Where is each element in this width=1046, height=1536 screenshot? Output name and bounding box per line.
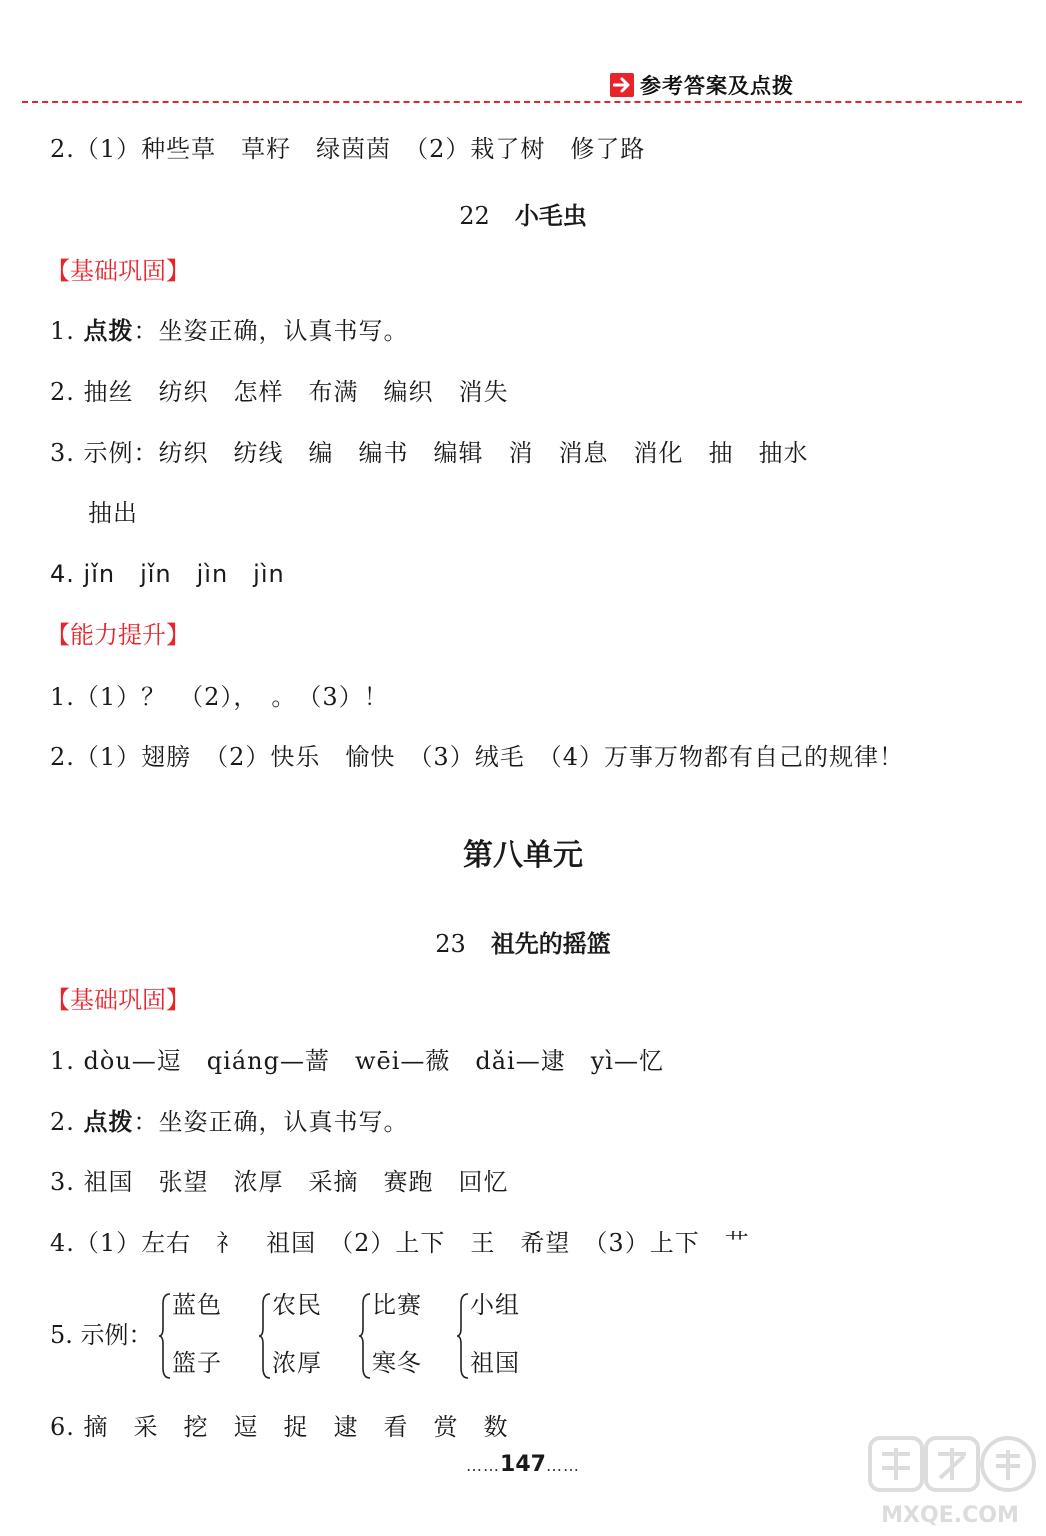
hint-text: ：坐姿正确，认真书写。 <box>133 1108 409 1136</box>
item-number: 2. <box>50 1108 84 1136</box>
lesson-number: 22 <box>459 202 490 230</box>
answer-line: 4. jǐn jǐn jìn jìn <box>50 560 285 588</box>
page-number-value: 147 <box>500 1452 546 1477</box>
answer-line: 2. 抽丝 纺织 怎样 布满 编织 消失 <box>50 378 509 406</box>
lesson-23-heading <box>0 924 1046 959</box>
group-word: 寒冬 <box>372 1349 422 1377</box>
answer-line <box>50 316 409 346</box>
answer-line: 3. 祖国 张望 浓厚 采摘 赛跑 回忆 <box>50 1168 509 1196</box>
word-group <box>158 1288 248 1384</box>
question-5-label: 5. 示例： <box>50 1321 153 1349</box>
group-word: 比赛 <box>372 1291 422 1319</box>
answer-line: 4.（1）左右 礻 祖国 （2）上下 王 希望 （3）上下 艹 <box>50 1229 750 1257</box>
hint-label: 点拨 <box>83 316 134 345</box>
lesson-title: 小毛虫 <box>514 202 587 230</box>
brace-icon <box>158 1292 172 1380</box>
word-group <box>258 1288 348 1384</box>
arrow-right-icon <box>610 73 634 97</box>
hint-text: ：坐姿正确，认真书写。 <box>133 317 409 345</box>
section-basic: 【基础巩固】 <box>46 986 190 1014</box>
section-basic: 【基础巩固】 <box>46 257 190 285</box>
header-divider <box>22 101 1022 103</box>
answer-line: 抽出 <box>88 499 138 527</box>
group-word: 农民 <box>272 1291 322 1319</box>
answer-line: 1.（1）？ （2）， 。 （3）！ <box>50 683 389 711</box>
lesson-22-heading <box>0 196 1046 231</box>
word-group <box>456 1288 546 1384</box>
group-word: 浓厚 <box>272 1349 322 1377</box>
section-advanced: 【能力提升】 <box>46 621 190 649</box>
watermark-logo <box>860 1432 1040 1532</box>
question-5 <box>50 1288 610 1384</box>
unit-heading: 第八单元 <box>463 838 583 873</box>
answer-line: 2.（1）种些草 草籽 绿茵茵 （2）栽了树 修了路 <box>50 135 646 163</box>
brace-icon <box>358 1292 372 1380</box>
watermark-text: MXQE.COM <box>881 1503 1019 1528</box>
group-word: 蓝色 <box>172 1291 222 1319</box>
group-word: 祖国 <box>470 1349 520 1377</box>
answer-line <box>50 1107 409 1137</box>
page-number: ……147…… <box>466 1452 580 1477</box>
hint-label: 点拨 <box>83 1107 134 1136</box>
header-badge <box>610 70 794 100</box>
item-number: 1. <box>50 317 84 345</box>
header-title: 参考答案及点拨 <box>640 74 794 98</box>
brace-icon <box>456 1292 470 1380</box>
answer-line: 2.（1）翅膀 （2）快乐 愉快 （3）绒毛 （4）万事万物都有自己的规律！ <box>50 743 904 771</box>
group-word: 篮子 <box>172 1349 222 1377</box>
word-group <box>358 1288 448 1384</box>
answer-line: 6. 摘 采 挖 逗 捉 逮 看 赏 数 <box>50 1413 509 1441</box>
answer-line: 3. 示例：纺织 纺线 编 编书 编辑 消 消息 消化 抽 抽水 <box>50 439 809 467</box>
group-word: 小组 <box>470 1291 520 1319</box>
lesson-title: 祖先的摇篮 <box>490 930 611 958</box>
lesson-number: 23 <box>435 930 466 958</box>
brace-icon <box>258 1292 272 1380</box>
answer-line: 1. dòu—逗 qiáng—蔷 wēi—薇 dǎi—逮 yì—忆 <box>50 1047 664 1075</box>
